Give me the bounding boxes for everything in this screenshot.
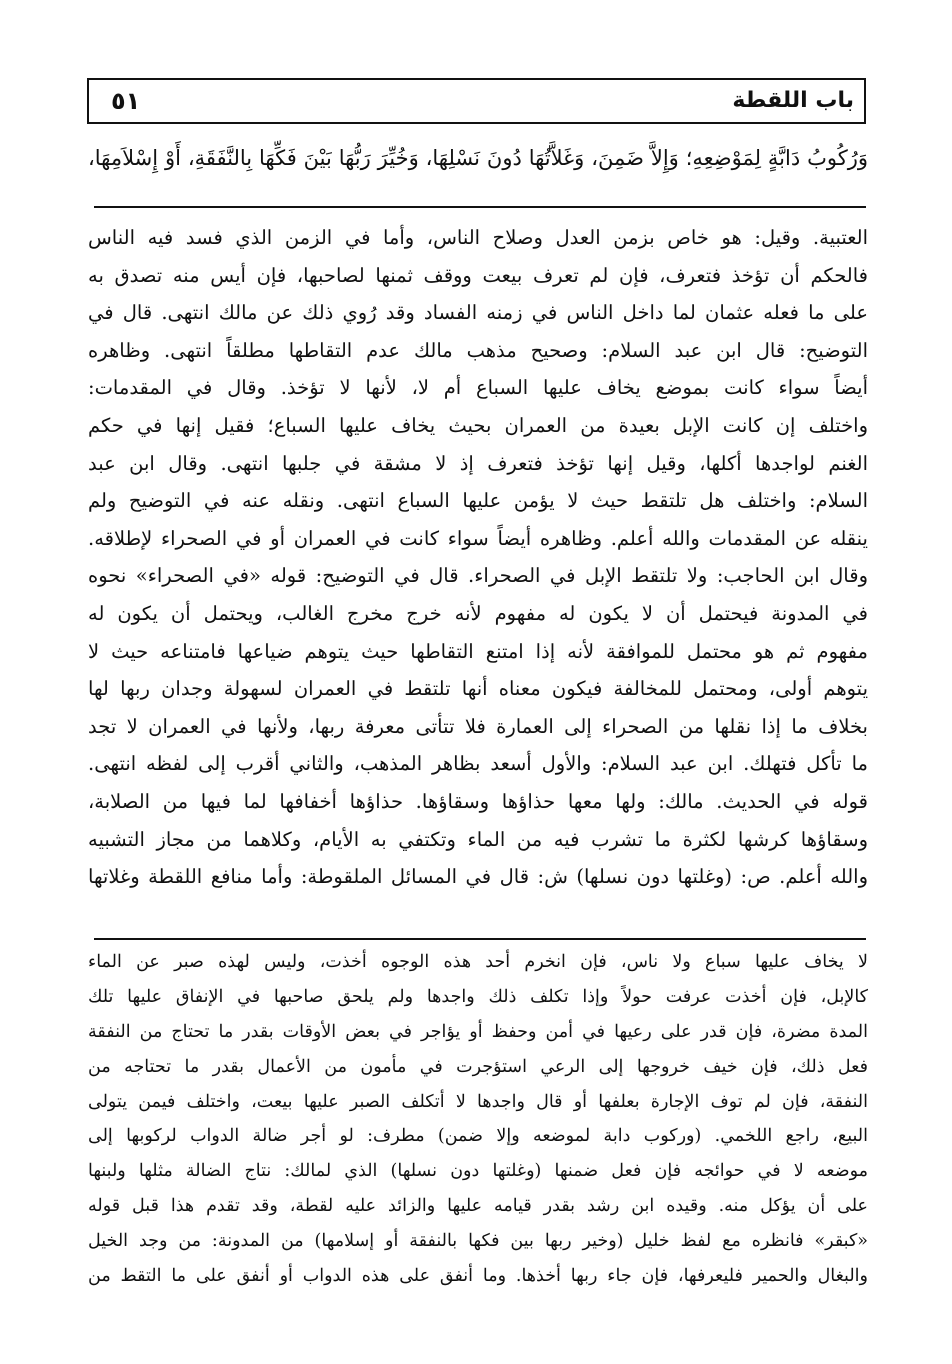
footnote-line: النفقة، فإن لم توف الإجارة بعلفها أو قال واجدها لا أتكلف الصبر عليها بيعت، واختلف فيمن يتولى bbox=[88, 1091, 868, 1112]
commentary-line: يتوهم أولى، ومحتمل للمخالفة فيكون معناه أنها تلتقط في العمران لسهولة وجدان ربها لها bbox=[88, 677, 868, 701]
page-number: ٥١ bbox=[111, 87, 141, 115]
commentary-line: في المدونة فيحتمل أن لا يكون له مفهوم لأنه خرج مخرج الغالب، ويحتمل أن يكون له bbox=[88, 601, 868, 625]
footnote-divider bbox=[94, 938, 866, 940]
commentary-line: على ما فعله عثمان لما داخل الناس في زمنه الفساد وقد رُوي ذلك عن مالك انتهى. قال في bbox=[88, 301, 868, 325]
footnote-line: «كبقر» فانظره مع لفظ خليل (وخير ربها بين فكها بالنفقة أو إسلامها) من المدونة: من وجد الخيل bbox=[88, 1231, 868, 1252]
footnote-line: والبغال والحمير فليعرفها، فإن جاء ربها أخذها. وما أنفق على هذه الدواب أو أنفق على ما التقط من bbox=[88, 1266, 868, 1287]
commentary-line: والله أعلم. ص: (وغلتها دون نسلها) ش: قال في المسائل الملقوطة: وأما منافع اللقطة وغلاتها bbox=[88, 865, 868, 889]
commentary-line: واختلف إن كانت الإبل بعيدة من العمران بحيث يخاف عليها السباع؛ فقيل إنها في حكم bbox=[88, 413, 868, 437]
footnotes-block bbox=[88, 945, 868, 1294]
commentary-line: الغنم لواجدها أكلها، وقيل إنها تؤخذ فتعرف إذ لا مشقة في جلبها انتهى. وقال ابن عبد bbox=[88, 451, 868, 475]
commentary-line: بخلاف ما إذا نقلها من الصحراء إلى العمارة فلا تتأتى معرفة ربها، ولأنها في العمران لا تجد bbox=[88, 714, 868, 738]
commentary-line: أيضاً سواء كانت بموضع يخاف عليها السباع أم لا، لأنها لا تؤخذ. وقال في المقدمات: bbox=[88, 376, 868, 400]
commentary-line: التوضيح: قال ابن عبد السلام: وصحيح مذهب مالك عدم التقاطها مطلقاً انتهى. وظاهره bbox=[88, 338, 868, 362]
footnote-line: موضعه لا في حوائجه فإن فعل ضمنها (وغلتها دون نسلها) الذي لمالك: نتاج الضالة مثلها ولبنها bbox=[88, 1161, 868, 1182]
matn-divider bbox=[94, 206, 866, 208]
commentary-line: قوله في الحديث. مالك: ولها معها حذاؤها وسقاؤها. حذاؤها أخفافها لما فيها من الصلابة، bbox=[88, 789, 868, 813]
commentary-line: وقال ابن الحاجب: ولا تلتقط الإبل في الصحراء. قال في التوضيح: قوله «في الصحراء» نحوه bbox=[88, 564, 868, 588]
commentary-line: فالحكم أن تؤخذ فتعرف، فإن لم تعرف بيعت ووقف ثمنها لصاحبها، فإن أيس منه تصدق به bbox=[88, 263, 868, 287]
footnote-line: على أن يؤكل منه. وقيده ابن رشد بقدر قيامه عليها والزائد عليه لقطة، وقد تقدم هذا قبل قوله bbox=[88, 1196, 868, 1217]
footnote-line: البيع، راجع اللخمي. (وركوب دابة لموضعه وإلا ضمن) مطرف: لو أجر ضالة الدواب لركوبها إلى bbox=[88, 1126, 868, 1147]
commentary-line: وسقاؤها كرشها لكثرة ما تشرب فيه من الماء وتكتفي به الأيام، وكلاهما من مجاز التشبيه bbox=[88, 827, 868, 851]
chapter-title: باب اللقطة bbox=[732, 88, 854, 113]
main-text-matn: وَرُكُوبُ دَابَّةٍ لِمَوْضِعِهِ؛ وَإِلاَّ ضَمِنَ، وَغَلاَّتُهَا دُونَ نَسْلِهَا، وَخُيِّرَ رَبُّهَا بَيْنَ فَكِّهَا بِالنَّفَقَةِ، أَوْ إِسْلاَمِهَا، bbox=[88, 146, 868, 170]
footnote-line: المدة مضرة، فإن قدر على رعيها في أمن وحفظ أو يؤاجر في بعض الأوقات بقدر ما تحتاج من النفقة bbox=[88, 1021, 868, 1042]
commentary-line: مفهوم ثم هو محتمل للموافقة لأنه إذا امتنع التقاطها حيث يتوهم ضياعها فامتناعه حيث لا bbox=[88, 639, 868, 663]
commentary-line: السلام: واختلف هل تلتقط حيث لا يؤمن عليها السباع انتهى. ونقله عنه في التوضيح ولم bbox=[88, 489, 868, 513]
footnote-line: لا يخاف عليها سباع ولا ناس، فإن انخرم أحد هذه الوجوه أخذت، وليس لهذه صبر عن الماء bbox=[88, 952, 868, 972]
commentary-line: ينقله عن المقدمات والله أعلم. وظاهره أيضاً سواء كانت في العمران أو في الصحراء لإطلاقه. bbox=[88, 526, 868, 550]
commentary-line: العتبية. وقيل: هو خاص بزمن العدل وصلاح الناس، وأما في الزمن الذي فسد فيه الناس bbox=[88, 226, 868, 249]
commentary-line: ما تأكل فتهلك. ابن عبد السلام: والأول أسعد بظاهر المذهب، والثاني أقرب إلى لفظه انتهى. bbox=[88, 752, 868, 776]
footnote-line: كالإبل، فإن أخذت عرفت حولاً وإذا تكلف ذلك واجدها ولم يلحق صاحبها في الإنفاق عليها تلك bbox=[88, 986, 868, 1007]
footnote-line: فعل ذلك، فإن خيف خروجها إلى الرعي استؤجرت في مأمون من الأعمال بقدر ما تحتاجه من bbox=[88, 1056, 868, 1077]
running-header bbox=[87, 78, 866, 124]
commentary-block bbox=[88, 219, 868, 896]
